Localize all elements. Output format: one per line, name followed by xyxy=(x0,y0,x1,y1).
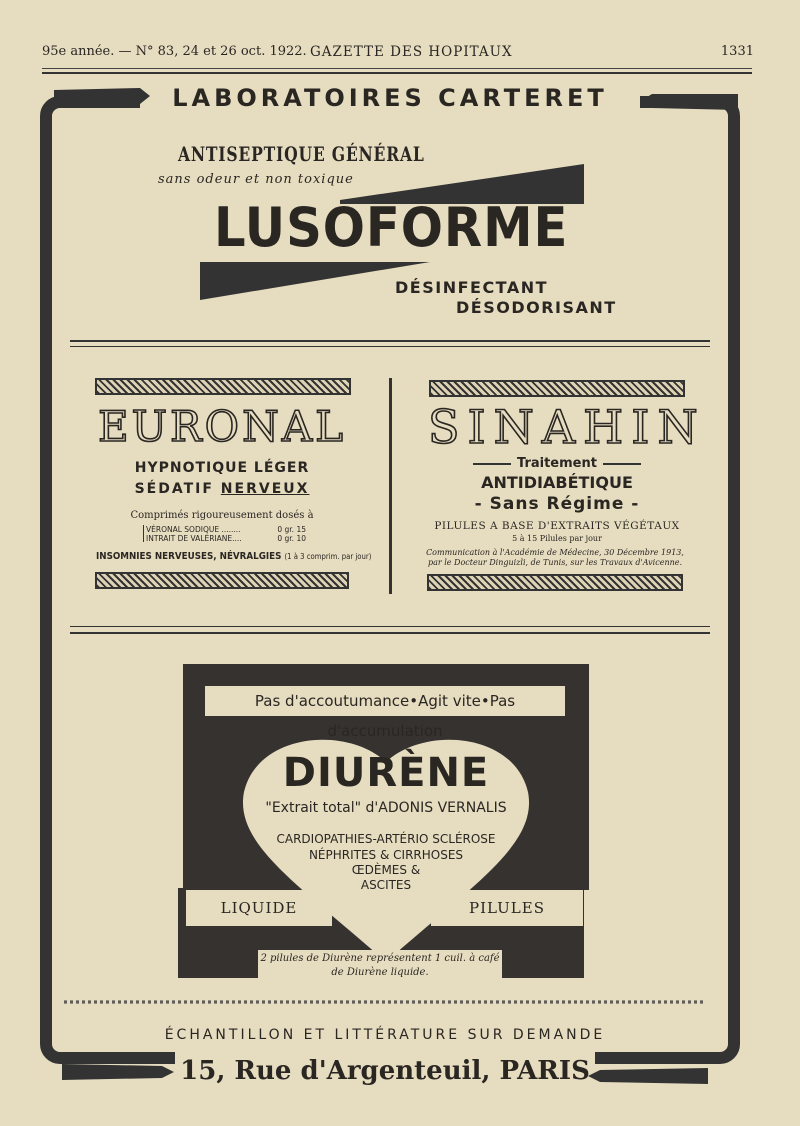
sinahin-title: SINAHIN xyxy=(428,400,706,454)
pilules-jour-line: 5 à 15 Pilules par jour xyxy=(512,534,602,543)
header-rule-thick xyxy=(42,72,752,74)
diurene-title: DIURÈNE xyxy=(282,750,490,796)
dose-veronal: VÉRONAL SODIQUE ........ 0 gr. 15 xyxy=(146,525,306,534)
page-number: 1331 xyxy=(720,44,754,59)
address-wedge-left xyxy=(62,1062,174,1082)
running-head xyxy=(42,40,754,62)
address-wedge-right xyxy=(588,1066,708,1086)
laboratoires-banner: LABORATOIRES CARTERET xyxy=(172,84,608,112)
traitement-label: Traitement xyxy=(428,456,686,471)
indication-line: ASCITES xyxy=(360,878,412,892)
ornament-band xyxy=(95,378,351,395)
hypnotique-label: HYPNOTIQUE LÉGER xyxy=(134,460,310,476)
extrait-line: "Extrait total" d'ADONIS VERNALIS xyxy=(265,800,507,816)
liquide-label: LIQUIDE xyxy=(186,890,332,926)
ornament-band xyxy=(429,380,685,397)
pilules-label: PILULES xyxy=(431,890,583,926)
indication-line: ŒDÈMES & xyxy=(351,863,421,877)
indication-line: CARDIOPATHIES-ARTÉRIO SCLÉROSE xyxy=(276,832,496,846)
ornament-band xyxy=(95,572,349,589)
section-rule xyxy=(70,340,710,342)
sans-regime-label: - Sans Régime - xyxy=(474,494,640,514)
lusoforme-title: LUSOFORME xyxy=(214,196,569,259)
dose-valeriane: INTRAIT DE VALÉRIANE.... 0 gr. 10 xyxy=(146,534,306,543)
diurene-slogan: Pas d'accoutumance•Agit vite•Pas d'accumulation xyxy=(205,686,565,716)
issue-info: 95e année. — N° 83, 24 et 26 oct. 1922. xyxy=(42,44,307,59)
desodorisant-label: DÉSODORISANT xyxy=(456,298,617,317)
insomnies-line: INSOMNIES NERVEUSES, NÉVRALGIES (1 à 3 comprim. par jour) xyxy=(96,551,372,562)
communication-note: Communication à l'Académie de Médecine, 30 Décembre 1913, par le Docteur Dinguizli, de Tunis, sur les Travaux d'Avicenne. xyxy=(426,548,684,567)
journal-title: GAZETTE DES HOPITAUX xyxy=(310,44,513,60)
comprimes-line: Comprimés rigoureusement dosés à xyxy=(130,510,314,521)
antiseptique-heading: ANTISEPTIQUE GÉNÉRAL xyxy=(178,142,425,166)
banner-wedge-left xyxy=(54,86,150,106)
banner-wedge-right xyxy=(642,92,738,112)
indication-line: NÉPHRITES & CIRRHOSES xyxy=(308,848,464,862)
column-divider xyxy=(389,378,392,594)
pilules-base-line: PILULES A BASE D'EXTRAITS VÉGÉTAUX xyxy=(434,520,680,532)
sans-odeur-line: sans odeur et non toxique xyxy=(158,172,354,187)
dosage-note: 2 pilules de Diurène représentent 1 cuil. à café de Diurène liquide. xyxy=(258,950,502,982)
antidiabetique-label: ANTIDIABÉTIQUE xyxy=(481,473,633,492)
euronal-title: EURONAL xyxy=(97,402,347,451)
desinfectant-label: DÉSINFECTANT xyxy=(395,278,549,297)
echantillon-line: ÉCHANTILLON ET LITTÉRATURE SUR DEMANDE xyxy=(164,1027,606,1043)
section-rule xyxy=(70,626,710,627)
sedatif-label: SÉDATIF NERVEUX xyxy=(134,481,310,497)
header-rule xyxy=(42,68,752,69)
ornament-band xyxy=(427,574,683,591)
address: 15, Rue d'Argenteuil, PARIS xyxy=(180,1056,590,1086)
